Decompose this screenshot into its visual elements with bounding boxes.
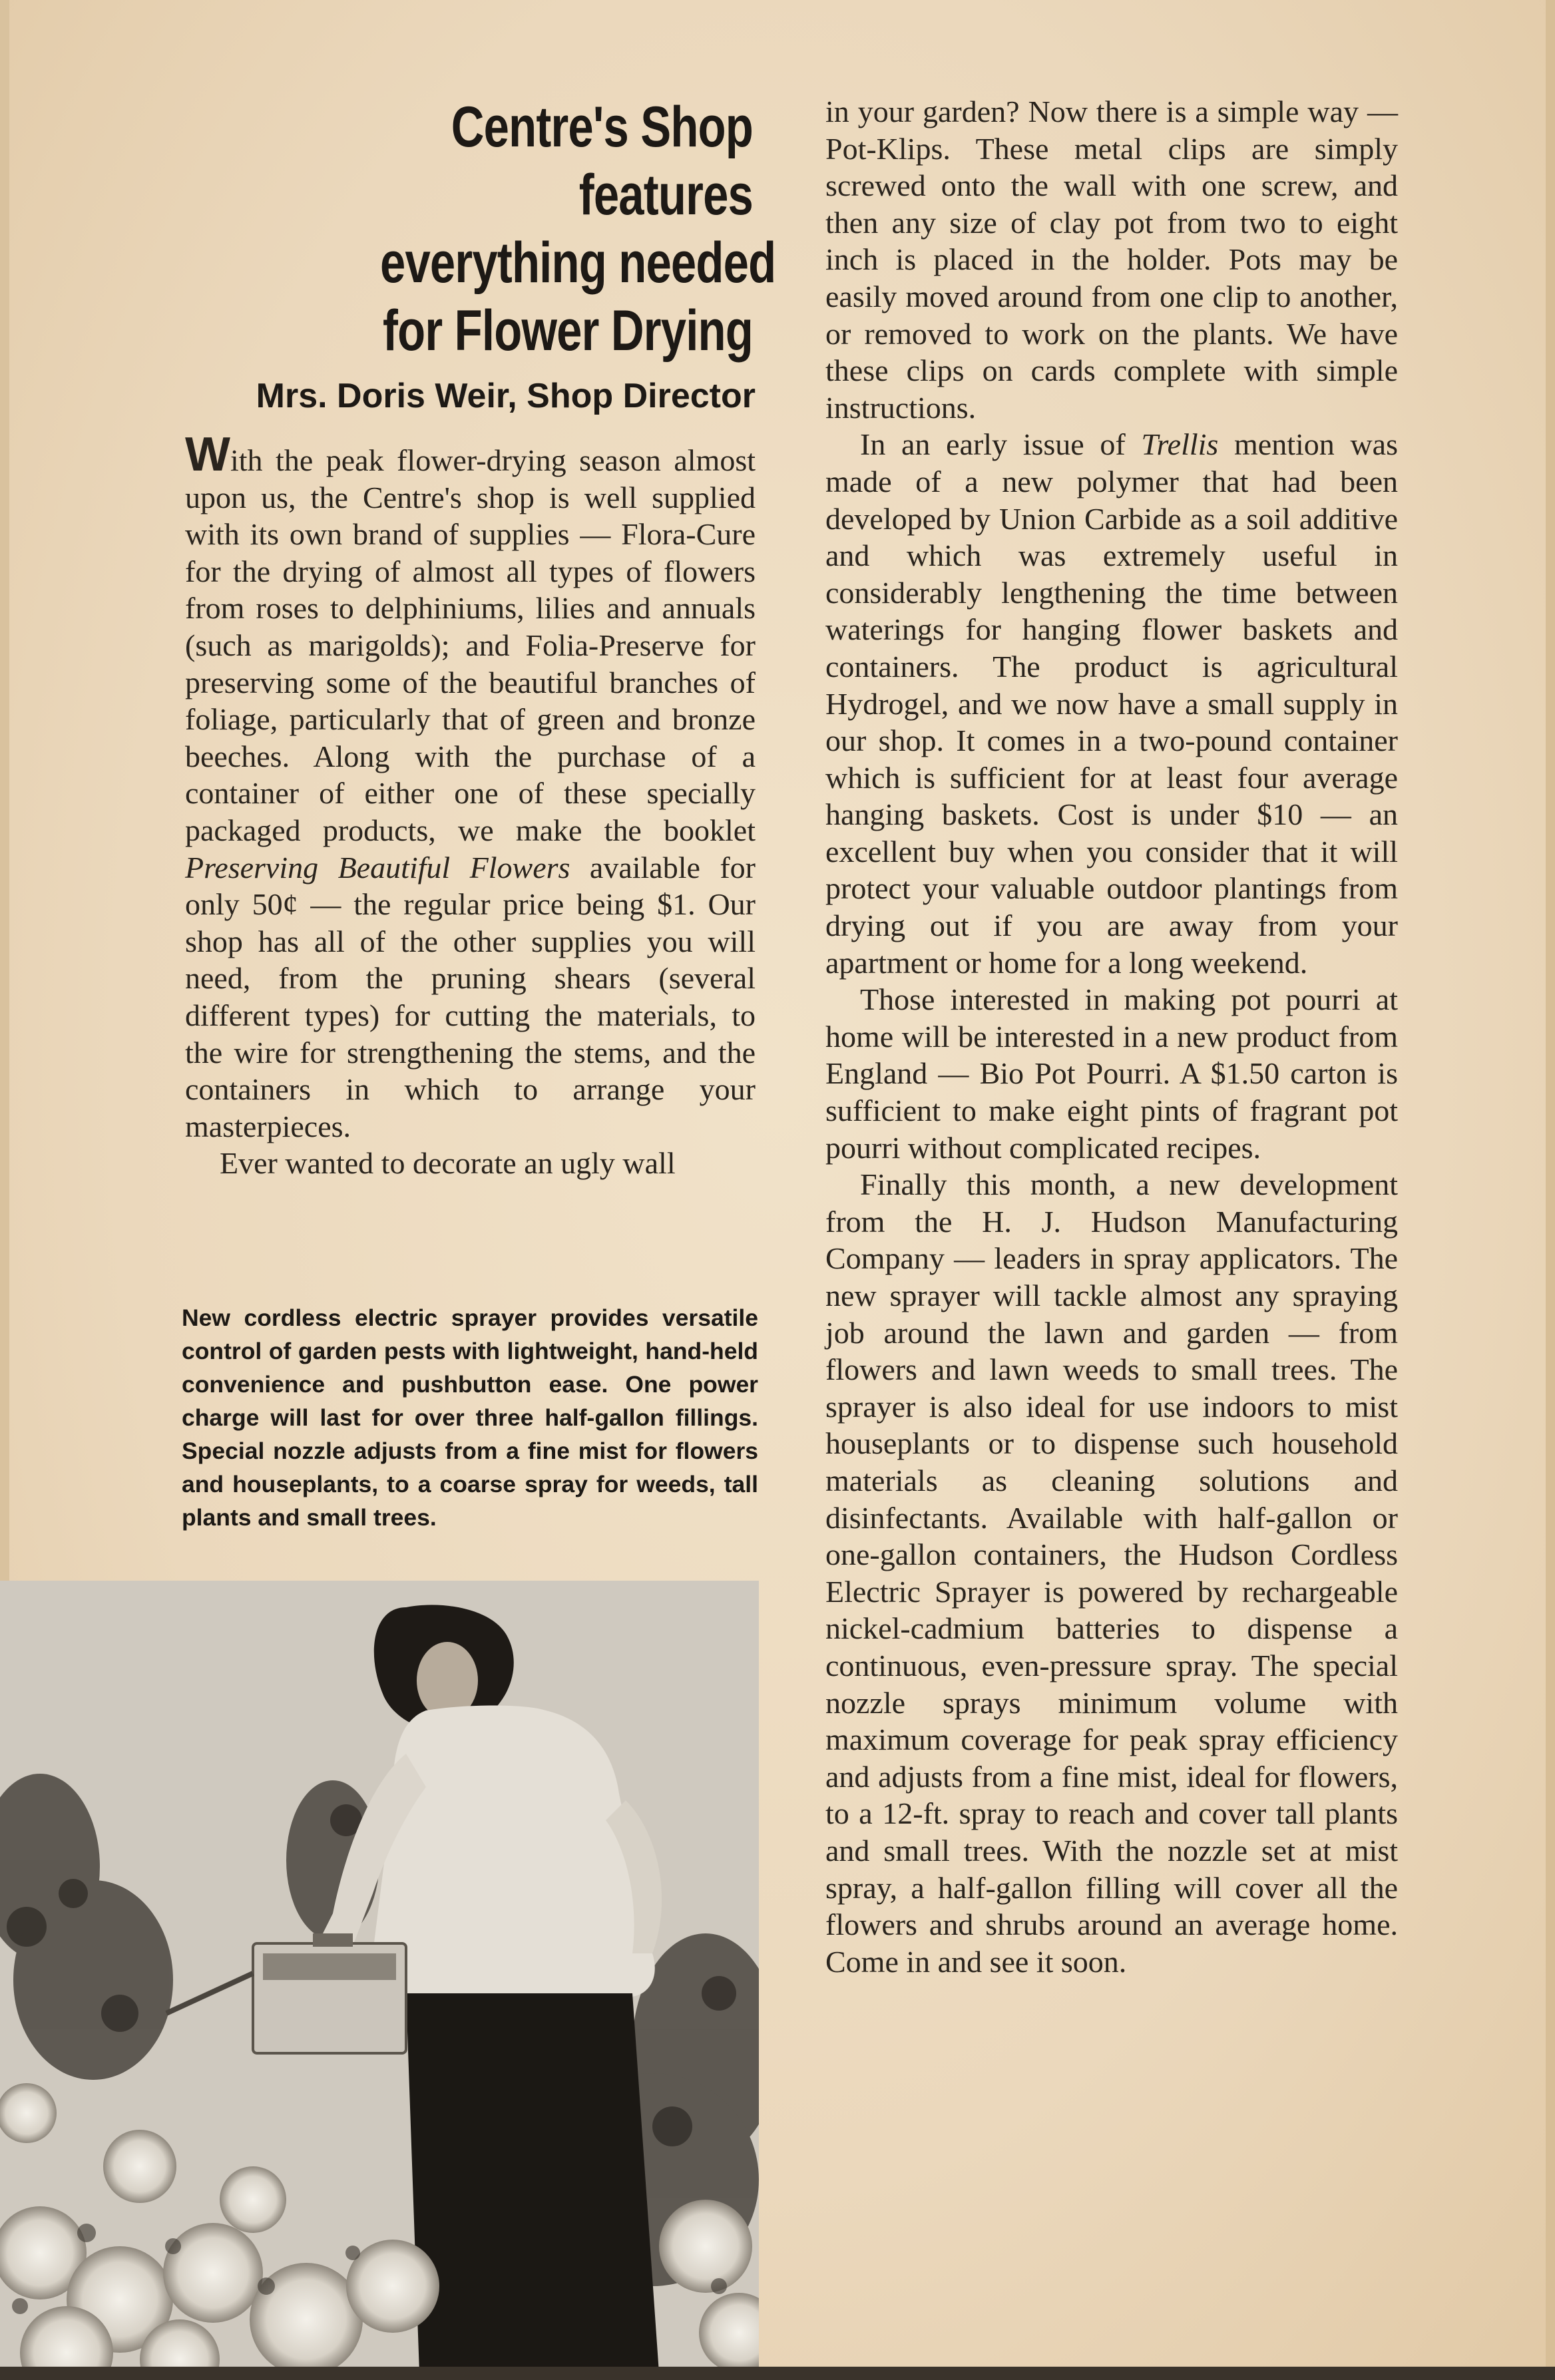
headline-line: for Flower Drying xyxy=(383,299,753,363)
paragraph: in your garden? Now there is a simple way — Pot-Klips. These metal clips are simply screwed onto the wall with one screw, and then any size of clay pot from two to eight inch is placed in the holder. Pots may be easily moved around from one clip to another, or removed to work on the plants. We have these clips on cards complete with simple instructions. xyxy=(825,95,1398,425)
page-edge-right xyxy=(1546,0,1555,2380)
paragraph-text: mention was made of a new polymer that had been developed by Union Carbide as a soil additive and which was extremely useful in considerably lengthening the time between waterings for hanging flower baskets and containers. The product is agricultural Hydrogel, and we now have a small supply in our shop. It comes in a two-pound container which is sufficient for at least four average hanging baskets. Cost is under $10 — an excellent buy when you consider that it will protect your valuable outdoor plantings from drying out if you are away from your apartment or home for a long weekend. xyxy=(825,427,1398,980)
sprayer-photo xyxy=(0,1581,759,2373)
paragraph xyxy=(185,428,756,1145)
page-bottom-edge xyxy=(0,2367,1555,2380)
headline-line: everything needed xyxy=(380,231,776,295)
photo-caption: New cordless electric sprayer provides versatile control of garden pests with lightweight, hand-held convenience and pushbutton ease. One power charge will last for over three half-gallon fillings. Special nozzle adjusts from a fine mist for flowers and houseplants, to a coarse spray for weeds, tall plants and small trees. xyxy=(182,1304,758,1531)
byline: Mrs. Doris Weir, Shop Director xyxy=(256,377,756,415)
dropcap: W xyxy=(185,428,230,481)
paragraph: Finally this month, a new development from the H. J. Hudson Manufacturing Company — leaders in spray applicators. The new sprayer will tackle almost any spraying job around the lawn and garden — from flowers and lawn weeds to small trees. The sprayer is also ideal for use indoors to mist houseplants or to dispense such household materials as cleaning solutions and disinfectants. Available with half-gallon or one-gallon containers, the Hudson Cordless Electric Sprayer is powered by rechargeable nickel-cadmium batteries to dispense a continuous, even-pressure spray. The special nozzle sprays minimum volume with maximum coverage for peak spray efficiency and adjusts from a fine mist, ideal for flowers, to a 12-ft. spray to reach and cover tall plants and small trees. With the nozzle set at mist spray, a half-gallon filling will cover all the flowers and shrubs around an average home. Come in and see it soon. xyxy=(825,1167,1398,1979)
booklet-title: Preserving Beautiful Flowers xyxy=(185,850,570,885)
left-column xyxy=(185,428,756,1182)
paragraph-text: In an early issue of xyxy=(860,427,1142,462)
publication-title: Trellis xyxy=(1141,427,1219,462)
headline-line: Centre's Shop xyxy=(451,95,753,159)
right-column xyxy=(825,93,1398,1980)
paragraph xyxy=(825,426,1398,981)
woman-with-sprayer-image xyxy=(0,1581,759,2373)
paragraph: Ever wanted to decorate an ugly wall xyxy=(220,1146,676,1181)
paragraph-text: ith the peak flower-drying season almost upon us, the Centre's shop is well supplied with its own brand of supplies — Flora-Cure for the drying of almost all types of flowers from roses to delphiniums, lilies and annuals (such as marigolds); and Folia-Preserve for preserving some of the beautiful branches of foliage, particularly that of green and bronze beeches. Along with the purchase of a container of either one of these specially packaged products, we make the booklet xyxy=(185,443,756,847)
headline-line: features xyxy=(578,163,753,227)
paragraph-text: available for only 50¢ — the regular price being $1. Our shop has all of the other supplies you will need, from the pruning shears (several different types) for cutting the materials, to the wire for strengthening the stems, and the containers in which to arrange your masterpieces. xyxy=(185,850,756,1143)
article-headline xyxy=(380,93,776,365)
paragraph: Those interested in making pot pourri at home will be interested in a new product from England — Bio Pot Pourri. A $1.50 carton is sufficient to make eight pints of fragrant pot pourri without complicated recipes. xyxy=(825,982,1398,1165)
